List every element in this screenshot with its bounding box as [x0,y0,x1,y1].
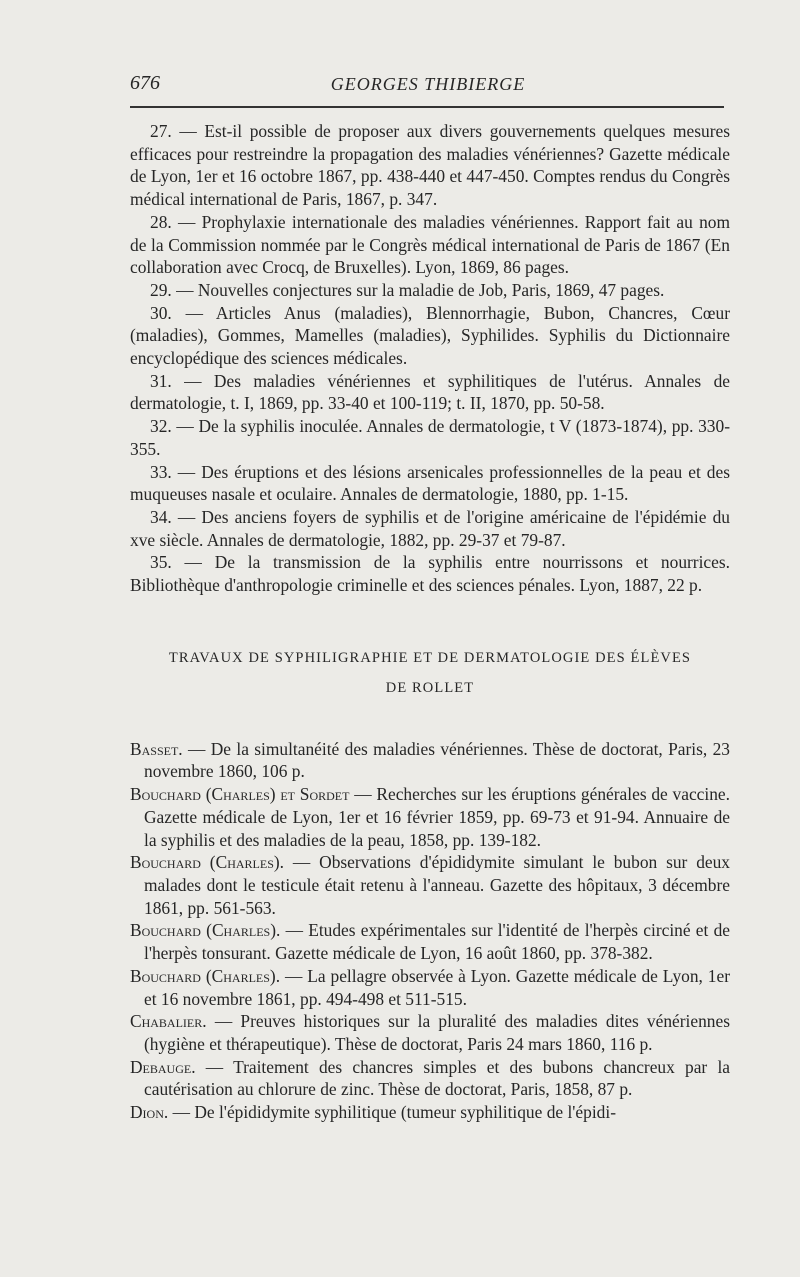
page-header [130,72,726,98]
bib-author: Bouchard (Charles). [130,920,281,941]
numbered-entry-29: 29. — Nouvelles conjectures sur la maladie de Job, Paris, 1869, 47 pages. [150,279,665,300]
section-heading-line-2: DE ROLLET [385,679,475,696]
numbered-entry-28: 28. — Prophylaxie internationale des maladies vénériennes. Rapport fait au nom de la Commission nommée par le Congrès médical international de Paris de 1867 (En collaboration avec Crocq, de Bruxelles). Lyon, 1869, 86 pages. [130,211,730,278]
bib-author: Bouchard (Charles). [130,852,285,873]
bibliography-entry: Bouchard (Charles). — La pellagre observée à Lyon. Gazette médicale de Lyon, 1er et 16 novembre 1861, pp. 494-498 et 511-515. [130,965,730,1009]
numbered-entry-32: 32. — De la syphilis inoculée. Annales de dermatologie, t V (1873-1874), pp. 330-355. [130,416,730,459]
bibliography-entry: Bouchard (Charles). — Etudes expérimentales sur l'identité de l'herpès circiné et de l'herpès tonsurant. Gazette médicale de Lyon, 16 août 1860, pp. 378-382. [130,920,730,964]
bib-author: Basset. [130,738,183,759]
bib-author: Dion. [130,1102,169,1123]
bibliography-entry: Debauge. — Traitement des chancres simples et des bubons chancreux par la cautérisation au chlorure de zinc. Thèse de doctorat, Paris, 1858, 87 p. [130,1056,730,1100]
page-number: 676 [130,72,160,94]
section-heading [130,643,730,703]
bibliography-entry: Basset. — De la simultanéité des maladies vénériennes. Thèse de doctorat, Paris, 23 novembre 1860, 106 p. [130,738,730,782]
bibliography-entry: Chabalier. — Preuves historiques sur la pluralité des maladies dites vénériennes (hygiène et thérapeutique). Thèse de doctorat, Paris 24 mars 1860, 116 p. [130,1011,730,1054]
numbered-entry-27: 27. — Est-il possible de proposer aux divers gouvernements quelques mesures efficaces pour restreindre la propagation des maladies vénériennes? Gazette médicale de Lyon, 1er et 16 octobre 1867, pp. 438-440 et 447-450. Comptes rendus du Congrès médical international de Paris, 1867, p. 347. [130,121,730,210]
numbered-entry-31: 31. — Des maladies vénériennes et syphilitiques de l'utérus. Annales de dermatologie, t. I, 1869, pp. 33-40 et 100-119; t. II, 1870, pp. 50-58. [130,370,730,414]
bib-author: Bouchard (Charles) et Sordet [130,784,350,805]
header-rule [130,106,724,108]
numbered-entry-34: 34. — Des anciens foyers de syphilis et de l'origine américaine de l'épidémie du xve siècle. Annales de dermatologie, 1882, pp. 29-37 et 79-87. [130,506,730,550]
bibliography-entry: Dion. — De l'épididymite syphilitique (tumeur syphilitique de l'épidi- [130,1102,616,1123]
running-title: GEORGES THIBIERGE [330,74,526,94]
bib-author: Chabalier. [130,1011,207,1032]
numbered-entry-35: 35. — De la transmission de la syphilis entre nourrissons et nourrices. Bibliothèque d'anthropologie criminelle et des sciences pénales. Lyon, 1887, 22 p. [130,552,730,596]
numbered-entry-30: 30. — Articles Anus (maladies), Blennorrhagie, Bubon, Chancres, Cœur (maladies), Gommes, Mamelles (maladies), Syphilides. Syphilis du Dictionnaire encyclopédique des sciences médicales. [130,302,730,369]
bibliography-entry: Bouchard (Charles) et Sordet — Recherches sur les éruptions générales de vaccine. Gazette médicale de Lyon, 1er et 16 février 1859, pp. 69-73 et 91-94. Annuaire de la syphilis et des maladies de la peau, 1858, pp. 139-182. [130,784,730,850]
bib-author: Bouchard (Charles). [130,965,281,986]
bibliography-entry: Bouchard (Charles). — Observations d'épididymite simulant le bubon sur deux malades dont le testicule était retenu à l'anneau. Gazette des hôpitaux, 3 décembre 1861, pp. 561-563. [130,852,731,918]
page-body [130,120,730,1124]
numbered-entry-33: 33. — Des éruptions et des lésions arsenicales professionnelles de la peau et des muqueuses nasale et oculaire. Annales de dermatologie, 1880, pp. 1-15. [130,461,730,505]
bib-author: Debauge. [130,1056,196,1077]
section-heading-line-1: TRAVAUX DE SYPHILIGRAPHIE ET DE DERMATOLOGIE DES ÉLÈVES [168,649,692,666]
